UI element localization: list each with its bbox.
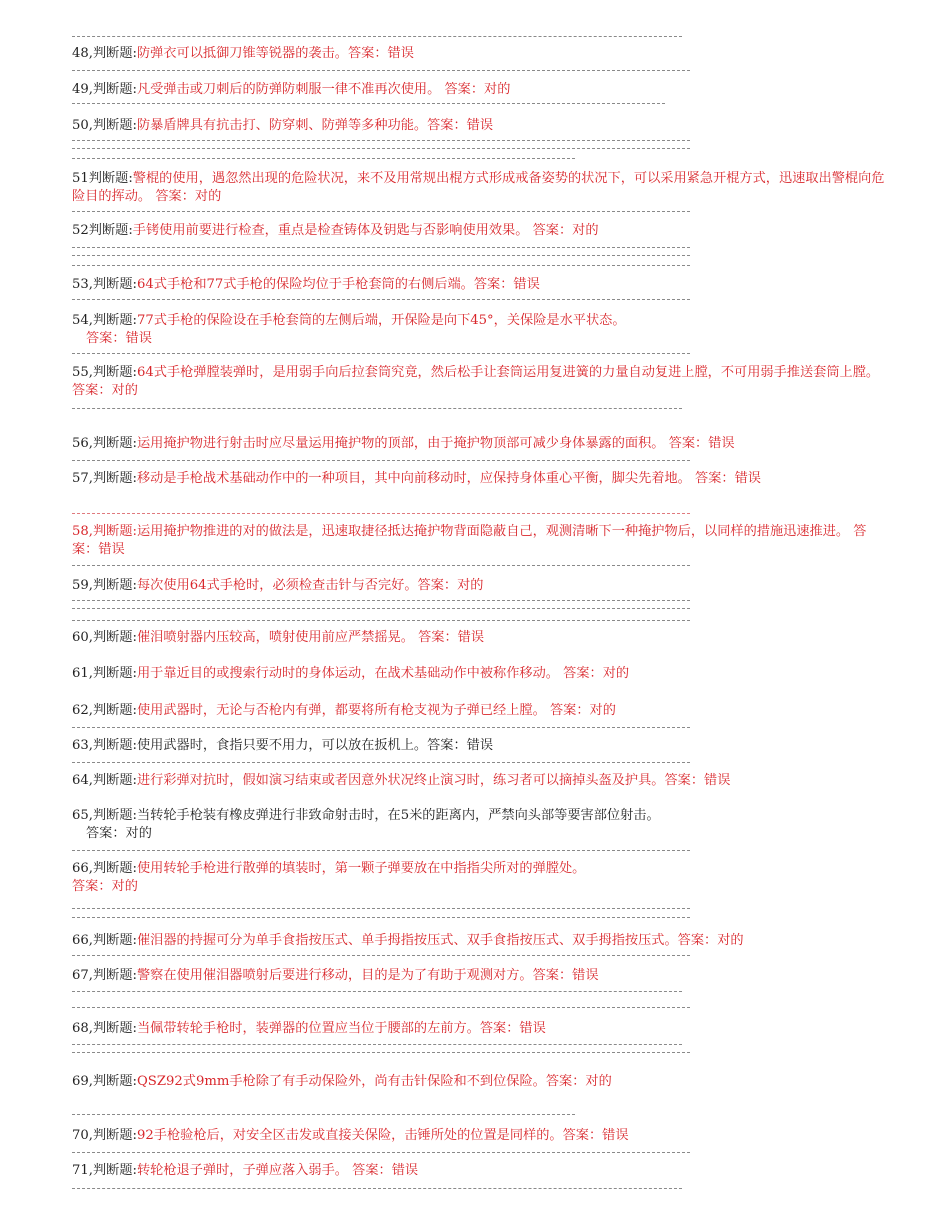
question-number: 68,判断题: — [72, 1021, 137, 1036]
question-number: 48,判断题: — [72, 46, 137, 61]
separator-rule — [72, 1114, 575, 1115]
question-item — [72, 1162, 887, 1180]
question-text: 用于靠近目的或搜索行动时的身体运动，在战术基础动作中被称作移动。 答案：对的 — [136, 666, 630, 681]
question-number: 67,判断题: — [72, 968, 137, 983]
question-number: 61,判断题: — [72, 666, 137, 681]
question-item — [72, 45, 887, 63]
separator-rule — [72, 255, 690, 256]
separator-rule — [72, 299, 690, 300]
question-text: 当转轮手枪装有橡皮弹进行非致命射击时，在5米的距离内，严禁向头部等要害部位射击。 — [136, 808, 660, 823]
question-item — [72, 81, 887, 99]
question-text: 当佩带转轮手枪时，装弹器的位置应当位于腰部的左前方。答案：错误 — [136, 1021, 546, 1036]
separator-rule — [72, 460, 690, 461]
separator-rule — [72, 727, 690, 728]
question-text: 催泪喷射器内压较高，喷射使用前应严禁摇晃。 答案：错误 — [136, 630, 485, 645]
question-text: 64式手枪弹膛装弹时，是用弱手向后拉套筒究竟，然后松手让套筒运用复进簧的力量自动复进上膛，不可用弱手推送套筒上膛。答案：对的 — [72, 365, 880, 398]
question-text: 运用掩护物进行射击时应尽量运用掩护物的顶部，由于掩护物顶部可减少身体暴露的面积。 答案：错误 — [136, 436, 735, 451]
separator-rule — [72, 247, 690, 248]
question-text: 移动是手枪战术基础动作中的一种项目，其中向前移动时，应保持身体重心平衡，脚尖先着地。 答案：错误 — [136, 471, 761, 486]
question-item — [72, 577, 887, 595]
question-text: 警察在使用催泪器喷射后要进行移动，目的是为了有助于观测对方。答案：错误 — [136, 968, 599, 983]
separator-rule — [72, 565, 690, 566]
separator-rule — [72, 620, 690, 621]
question-text: 92手枪验枪后，对安全区击发或直接关保险，击锤所处的位置是同样的。答案：错误 — [136, 1128, 629, 1143]
answer-text: 答案：错误 — [86, 331, 152, 346]
separator-rule — [72, 955, 690, 956]
separator-rule — [72, 353, 690, 354]
separator-rule — [72, 513, 690, 514]
separator-rule — [72, 408, 682, 409]
separator-rule — [72, 1052, 690, 1053]
question-item — [72, 967, 887, 985]
question-number: 53,判断题: — [72, 277, 137, 292]
question-text: 运用掩护物推进的对的做法是，迅速取捷径抵达掩护物背面隐蔽自己，观测清晰下一种掩护物后，以同样的措施迅速推进。 答案：错误 — [72, 524, 867, 557]
question-item — [72, 932, 887, 950]
question-number: 59,判断题: — [72, 578, 137, 593]
question-number: 55,判断题: — [72, 365, 137, 380]
question-item — [72, 170, 887, 206]
question-item — [72, 737, 887, 755]
question-text: 进行彩弹对抗时，假如演习结束或者因意外状况终止演习时，练习者可以摘掉头盔及护具。答案：错误 — [136, 773, 731, 788]
separator-rule — [72, 211, 690, 212]
separator-rule — [72, 917, 690, 918]
separator-rule — [72, 1044, 682, 1045]
question-text: 防弹衣可以抵御刀锥等锐器的袭击。答案：错误 — [136, 46, 414, 61]
separator-rule — [72, 608, 690, 609]
separator-rule — [72, 600, 690, 601]
question-number: 65,判断题: — [72, 808, 137, 823]
question-item — [72, 117, 887, 135]
separator-rule — [72, 265, 690, 266]
separator-rule — [72, 1152, 690, 1153]
question-number: 49,判断题: — [72, 82, 137, 97]
separator-rule — [72, 36, 682, 37]
question-item — [72, 1127, 887, 1145]
question-item — [72, 435, 887, 453]
question-number: 54,判断题: — [72, 313, 137, 328]
separator-rule — [72, 850, 690, 851]
question-text: 警棍的使用，遇忽然出现的危险状况，来不及用常规出棍方式形成戒备姿势的状况下，可以采用紧急开棍方式，迅速取出警棍向危险目的挥动。 答案：对的 — [72, 171, 885, 204]
separator-rule — [72, 762, 690, 763]
question-number: 56,判断题: — [72, 436, 137, 451]
question-text: QSZ92式9mm手枪除了有手动保险外，尚有击针保险和不到位保险。答案：对的 — [136, 1074, 612, 1089]
question-item — [72, 1020, 887, 1038]
question-number: 50,判断题: — [72, 118, 137, 133]
question-text: 使用转轮手枪进行散弹的填装时，第一颗子弹要放在中指指尖所对的弹膛处。 — [136, 861, 586, 876]
question-number: 51判断题: — [72, 171, 133, 186]
question-item — [72, 629, 887, 647]
separator-rule — [72, 158, 575, 159]
separator-rule — [72, 991, 682, 992]
question-item — [72, 276, 887, 294]
question-text: 催泪器的持握可分为单手食指按压式、单手拇指按压式、双手食指按压式、双手拇指按压式。答案：对的 — [136, 933, 744, 948]
question-text: 77式手枪的保险设在手枪套筒的左侧后端，开保险是向下45°，关保险是水平状态。 — [136, 313, 626, 328]
separator-rule — [72, 148, 690, 149]
question-item — [72, 807, 887, 843]
question-number: 57,判断题: — [72, 471, 137, 486]
separator-rule — [72, 103, 665, 104]
separator-rule — [72, 70, 690, 71]
question-number: 70,判断题: — [72, 1128, 137, 1143]
question-text: 64式手枪和77式手枪的保险均位于手枪套筒的右侧后端。答案：错误 — [136, 277, 540, 292]
question-text: 每次使用64式手枪时，必须检查击针与否完好。答案：对的 — [136, 578, 484, 593]
question-item — [72, 702, 887, 720]
separator-rule — [72, 140, 690, 141]
question-number: 62,判断题: — [72, 703, 137, 718]
question-item — [72, 222, 887, 240]
answer-text: 答案：对的 — [86, 826, 152, 841]
question-text: 凡受弹击或刀刺后的防弹防刺服一律不准再次使用。 答案：对的 — [136, 82, 511, 97]
question-item — [72, 665, 887, 683]
answer-text: 答案：对的 — [72, 879, 138, 894]
question-item — [72, 1073, 887, 1091]
question-item — [72, 772, 887, 790]
question-number: 64,判断题: — [72, 773, 137, 788]
question-number: 52判断题: — [72, 223, 133, 238]
question-item — [72, 523, 887, 559]
question-item — [72, 470, 887, 488]
question-text: 防暴盾牌具有抗击打、防穿刺、防弹等多种功能。答案：错误 — [136, 118, 494, 133]
question-number: 71,判断题: — [72, 1163, 137, 1178]
question-number: 66,判断题: — [72, 933, 137, 948]
question-item — [72, 860, 887, 896]
question-number: 66,判断题: — [72, 861, 137, 876]
separator-rule — [72, 1007, 690, 1008]
separator-rule — [72, 1188, 682, 1189]
question-number: 63,判断题: — [72, 738, 137, 753]
question-text: 转轮枪退子弹时，子弹应落入弱手。 答案：错误 — [136, 1163, 419, 1178]
question-number: 58,判断题: — [72, 524, 137, 539]
question-number: 69,判断题: — [72, 1074, 137, 1089]
question-text: 使用武器时，无论与否枪内有弹，都要将所有枪支视为子弹已经上膛。 答案：对的 — [136, 703, 616, 718]
question-text: 使用武器时，食指只要不用力，可以放在扳机上。答案：错误 — [136, 738, 494, 753]
question-item — [72, 312, 887, 348]
question-number: 60,判断题: — [72, 630, 137, 645]
separator-rule — [72, 908, 690, 909]
question-item — [72, 364, 887, 400]
question-text: 手铐使用前要进行检查，重点是检查铸体及钥匙与否影响使用效果。 答案：对的 — [132, 223, 599, 238]
